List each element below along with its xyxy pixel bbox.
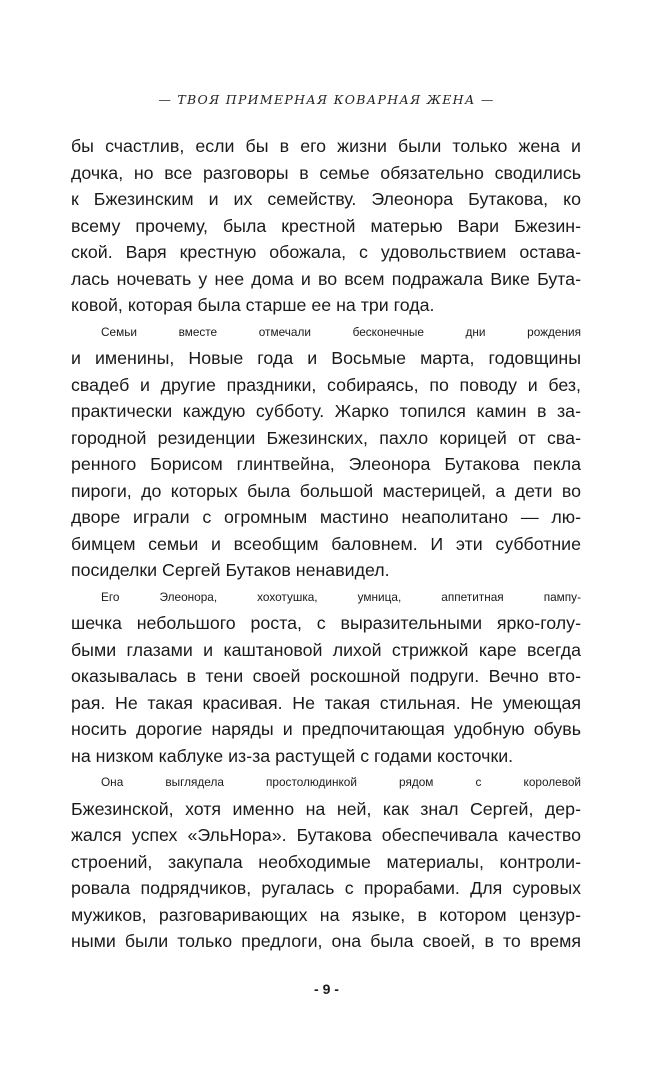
text-line: Она выглядела простолюдинкой рядом с королевой <box>101 775 581 789</box>
text-line: дочка, но все разговоры в семье обязательно сводились <box>71 162 581 183</box>
paragraph <box>71 319 581 584</box>
text-line: жался успех «ЭльНора». Бутакова обеспечивала качество <box>71 825 581 845</box>
text-line: посиделки Сергей Бутаков ненавидел. <box>71 560 390 580</box>
running-head: — ТВОЯ ПРИМЕРНАЯ КОВАРНАЯ ЖЕНА — <box>158 92 495 107</box>
text-line: быми глазами и каштановой лихой стрижкой каре всегда <box>71 639 581 660</box>
text-line: Семьи вместе отмечали бесконечные дни рождения <box>101 324 581 339</box>
text-line: на низком каблуке из-за растущей с годами косточки. <box>71 745 514 766</box>
text-line: всему прочему, была крестной матерью Вари Бжезин- <box>71 215 581 236</box>
text-line: бы счастлив, если бы в его жизни были только жена и <box>71 136 581 156</box>
text-line: городной резиденции Бжезинских, пахло корицей от сва- <box>71 427 581 448</box>
text-line: рая. Не такая красивая. Не такая стильная. Не умеющая <box>71 692 581 713</box>
text-line: ковой, которая была старше ее на три года. <box>71 295 435 315</box>
text-line: ской. Варя крестную обожала, с удовольствием остава- <box>71 242 581 262</box>
text-line: носить дорогие наряды и предпочитающая удобную обувь <box>71 719 581 739</box>
text-line: Бжезинской, хотя именно на ней, как знал Сергей, дер- <box>71 798 581 819</box>
text-line: ренного Борисом глинтвейна, Элеонора Бутакова пекла <box>71 454 581 474</box>
text-line: практически каждую субботу. Жарко топился камин в за- <box>71 401 581 421</box>
paragraph <box>71 133 581 319</box>
text-line: оказывалась в тени своей роскошной подруги. Вечно вто- <box>71 666 581 686</box>
text-line: ными были только предлоги, она была своей, в то время <box>71 931 581 951</box>
page-number: - 9 - <box>314 981 339 997</box>
text-line: пироги, до которых была большой мастерицей, а дети во <box>71 480 581 501</box>
text-line: и именины, Новые года и Восьмые марта, годовщины <box>71 348 581 368</box>
text-line: дворе играли с огромным мастино неаполитано — лю- <box>71 507 581 527</box>
text-line: шечка небольшого роста, с выразительными ярко-голу- <box>71 613 581 633</box>
paragraph <box>71 584 581 770</box>
text-line: строений, закупала необходимые материалы, контроли- <box>71 851 581 872</box>
text-line: бимцем семьи и всеобщим баловнем. И эти субботние <box>71 533 581 554</box>
text-line: ровала подрядчиков, ругалась с прорабами. Для суровых <box>71 878 581 898</box>
body-text <box>71 133 581 955</box>
text-line: лась ночевать у нее дома и во всем подражала Вике Бута- <box>71 268 581 289</box>
text-line: Его Элеонора, хохотушка, умница, аппетитная пампу- <box>101 589 581 604</box>
text-line: свадеб и другие праздники, собираясь, по поводу и без, <box>71 374 581 395</box>
text-line: мужиков, разговаривающих на языке, в котором цензур- <box>71 904 581 925</box>
paragraph <box>71 769 581 955</box>
text-line: к Бжезинским и их семейству. Элеонора Бутакова, ко <box>71 189 581 209</box>
